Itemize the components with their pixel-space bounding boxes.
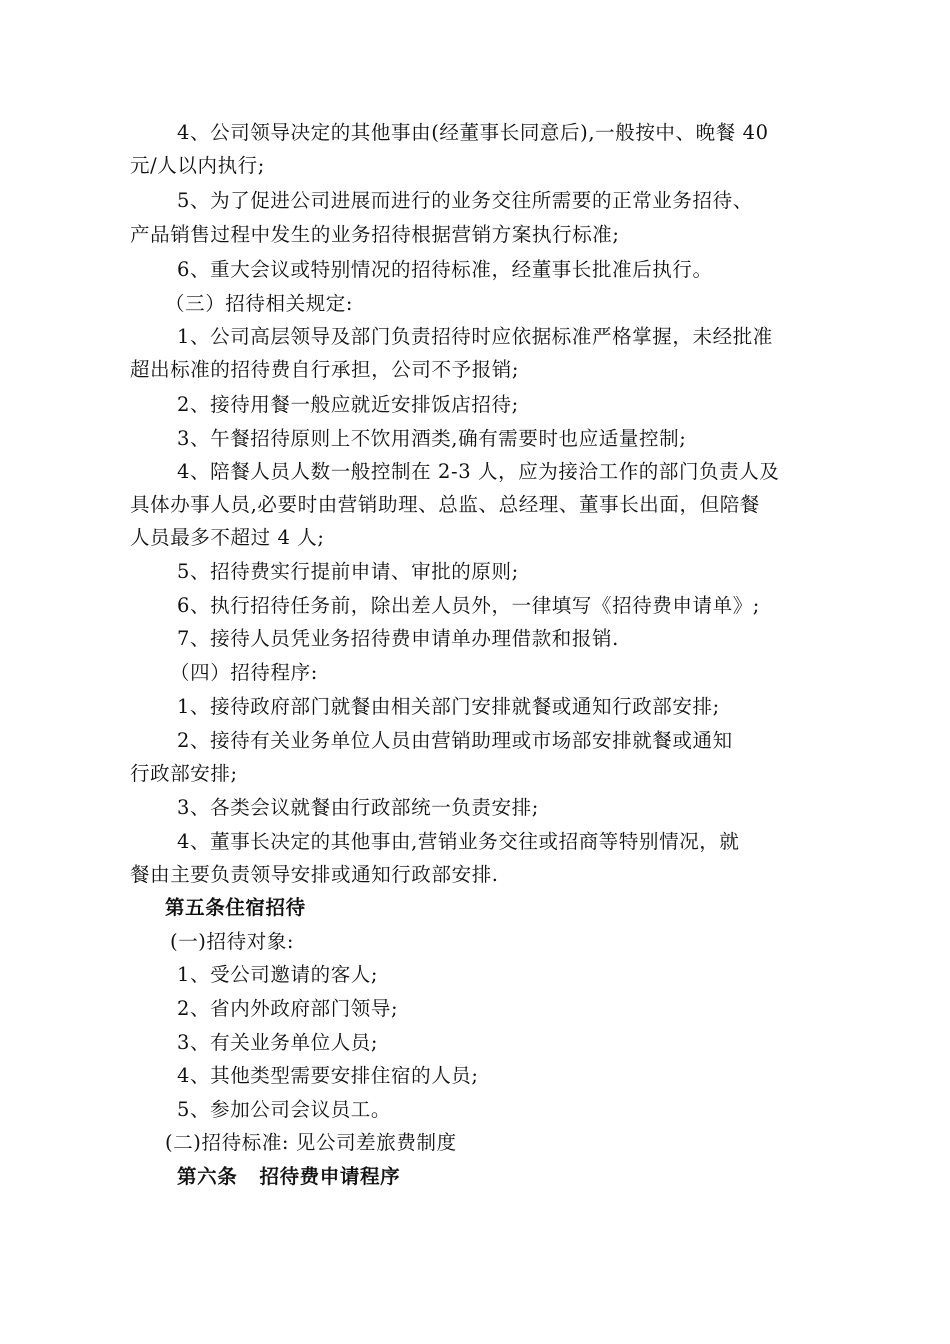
text-line: 7、接待人员凭业务招待费申请单办理借款和报销. bbox=[177, 627, 619, 650]
text-line: 人员最多不超过 4 人; bbox=[130, 526, 325, 549]
text-line: 2、省内外政府部门领导; bbox=[177, 997, 399, 1020]
text-line: 行政部安排; bbox=[130, 762, 238, 785]
section-heading: (二)招待标准: 见公司差旅费制度 bbox=[165, 1131, 457, 1154]
text-line: 1、公司高层领导及部门负责招待时应依据标准严格掌握，未经批准 bbox=[177, 325, 773, 348]
text-line: 4、其他类型需要安排住宿的人员; bbox=[177, 1064, 479, 1087]
text-line: 产品销售过程中发生的业务招待根据营销方案执行标准; bbox=[130, 223, 620, 246]
text-line: 5、招待费实行提前申请、审批的原则; bbox=[177, 560, 519, 583]
text-line: 2、接待有关业务单位人员由营销助理或市场部安排就餐或通知 bbox=[177, 729, 733, 752]
section-heading: （四）招待程序: bbox=[170, 661, 318, 684]
text-line: 4、董事长决定的其他事由,营销业务交往或招商等特别情况，就 bbox=[177, 830, 740, 853]
article-heading: 第五条住宿招待 bbox=[165, 896, 306, 919]
text-line: 5、参加公司会议员工。 bbox=[177, 1098, 392, 1121]
text-line: 3、午餐招待原则上不饮用酒类,确有需要时也应适量控制; bbox=[177, 427, 687, 450]
text-line: 2、接待用餐一般应就近安排饭店招待; bbox=[177, 393, 519, 416]
text-line: 超出标准的招待费自行承担，公司不予报销; bbox=[130, 358, 520, 381]
text-line: 4、陪餐人员人数一般控制在 2-3 人，应为接洽工作的部门负责人及 bbox=[177, 460, 780, 483]
text-line: 4、公司领导决定的其他事由(经董事长同意后),一般按中、晚餐 40 bbox=[177, 121, 769, 144]
section-heading: (一)招待对象: bbox=[170, 930, 295, 953]
text-line: 具体办事人员,必要时由营销助理、总监、总经理、董事长出面，但陪餐 bbox=[130, 493, 760, 516]
text-line: 5、为了促进公司进展而进行的业务交往所需要的正常业务招待、 bbox=[177, 189, 753, 212]
text-line: 1、受公司邀请的客人; bbox=[177, 963, 379, 986]
text-line: 餐由主要负责领导安排或通知行政部安排. bbox=[130, 863, 499, 886]
text-line: 3、有关业务单位人员; bbox=[177, 1031, 379, 1054]
section-heading: （三）招待相关规定: bbox=[165, 292, 354, 315]
text-line: 元/人以内执行; bbox=[130, 154, 265, 177]
text-line: 6、执行招待任务前，除出差人员外，一律填写《招待费申请单》; bbox=[177, 594, 760, 617]
text-line: 1、接待政府部门就餐由相关部门安排就餐或通知行政部安排; bbox=[177, 695, 720, 718]
text-line: 6、重大会议或特别情况的招待标准，经董事长批准后执行。 bbox=[177, 258, 713, 281]
article-heading: 第六条 招待费申请程序 bbox=[177, 1165, 401, 1188]
text-line: 3、各类会议就餐由行政部统一负责安排; bbox=[177, 796, 539, 819]
